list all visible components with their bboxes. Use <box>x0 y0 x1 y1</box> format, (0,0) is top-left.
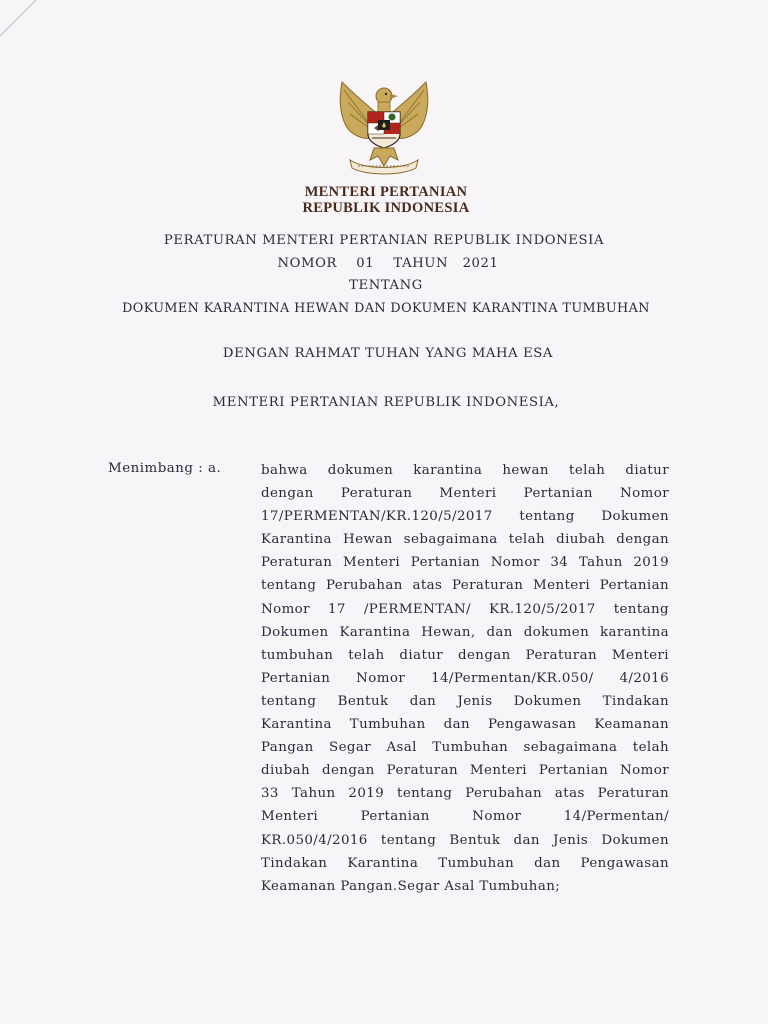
paragraph-line: 17/PERMENTAN/KR.120/5/2017 tentang Dokumen <box>261 509 669 525</box>
number-value: 01 <box>356 256 375 271</box>
paragraph-line: tentang Perubahan atas Peraturan Menteri Pertanian <box>261 578 669 594</box>
regulation-number <box>4 256 768 271</box>
regulation-subject: DOKUMEN KARANTINA HEWAN DAN DOKUMEN KARANTINA TUMBUHAN <box>122 301 650 316</box>
paragraph-line: Menteri Pertanian Nomor 14/Permentan/ <box>261 809 669 825</box>
paragraph-line: dengan Peraturan Menteri Pertanian Nomor <box>261 486 669 502</box>
ministry-title-line1: MENTERI PERTANIAN <box>304 184 468 200</box>
number-label: NOMOR <box>277 256 338 271</box>
ministry-title-line2: REPUBLIK INDONESIA <box>302 200 470 216</box>
paragraph-line: Karantina Hewan sebagaimana telah diubah dengan <box>261 532 669 548</box>
scan-corner-mark <box>0 0 40 40</box>
year-value: 2021 <box>462 256 499 271</box>
considering-label: Menimbang : a. <box>108 461 222 476</box>
garuda-emblem-icon <box>328 76 440 176</box>
paragraph-line: tentang Bentuk dan Jenis Dokumen Tindakan <box>261 693 669 709</box>
considering-paragraph-a <box>261 459 669 898</box>
paragraph-line: KR.050/4/2016 tentang Bentuk dan Jenis Dokumen <box>261 832 669 848</box>
regulation-title: PERATURAN MENTERI PERTANIAN REPUBLIK INDONESIA <box>163 233 605 248</box>
paragraph-line: Tindakan Karantina Tumbuhan dan Pengawasan <box>261 855 669 871</box>
paragraph-line: Nomor 17 /PERMENTAN/ KR.120/5/2017 tentang <box>261 601 669 617</box>
paragraph-line: Pertanian Nomor 14/Permentan/KR.050/ 4/2016 <box>261 670 669 686</box>
paragraph-line: Pangan Segar Asal Tumbuhan sebagaimana telah <box>261 740 669 756</box>
paragraph-line: Dokumen Karantina Hewan, dan dokumen karantina <box>261 624 669 640</box>
year-label: TAHUN <box>393 256 449 271</box>
paragraph-line: 33 Tahun 2019 tentang Perubahan atas Peraturan <box>261 786 669 802</box>
about-label: TENTANG <box>349 278 423 293</box>
authority: MENTERI PERTANIAN REPUBLIK INDONESIA, <box>212 395 560 410</box>
paragraph-line: bahwa dokumen karantina hewan telah diatur <box>261 463 669 478</box>
paragraph-line-last: Keamanan Pangan.Segar Asal Tumbuhan; <box>261 878 561 894</box>
invocation: DENGAN RAHMAT TUHAN YANG MAHA ESA <box>222 346 554 361</box>
paragraph-line: Peraturan Menteri Pertanian Nomor 34 Tahun 2019 <box>261 555 669 571</box>
paragraph-line: tumbuhan telah diatur dengan Peraturan Menteri <box>261 647 669 663</box>
paragraph-line: Karantina Tumbuhan dan Pengawasan Keamanan <box>261 717 669 733</box>
paragraph-line: diubah dengan Peraturan Menteri Pertanian Nomor <box>261 763 669 779</box>
